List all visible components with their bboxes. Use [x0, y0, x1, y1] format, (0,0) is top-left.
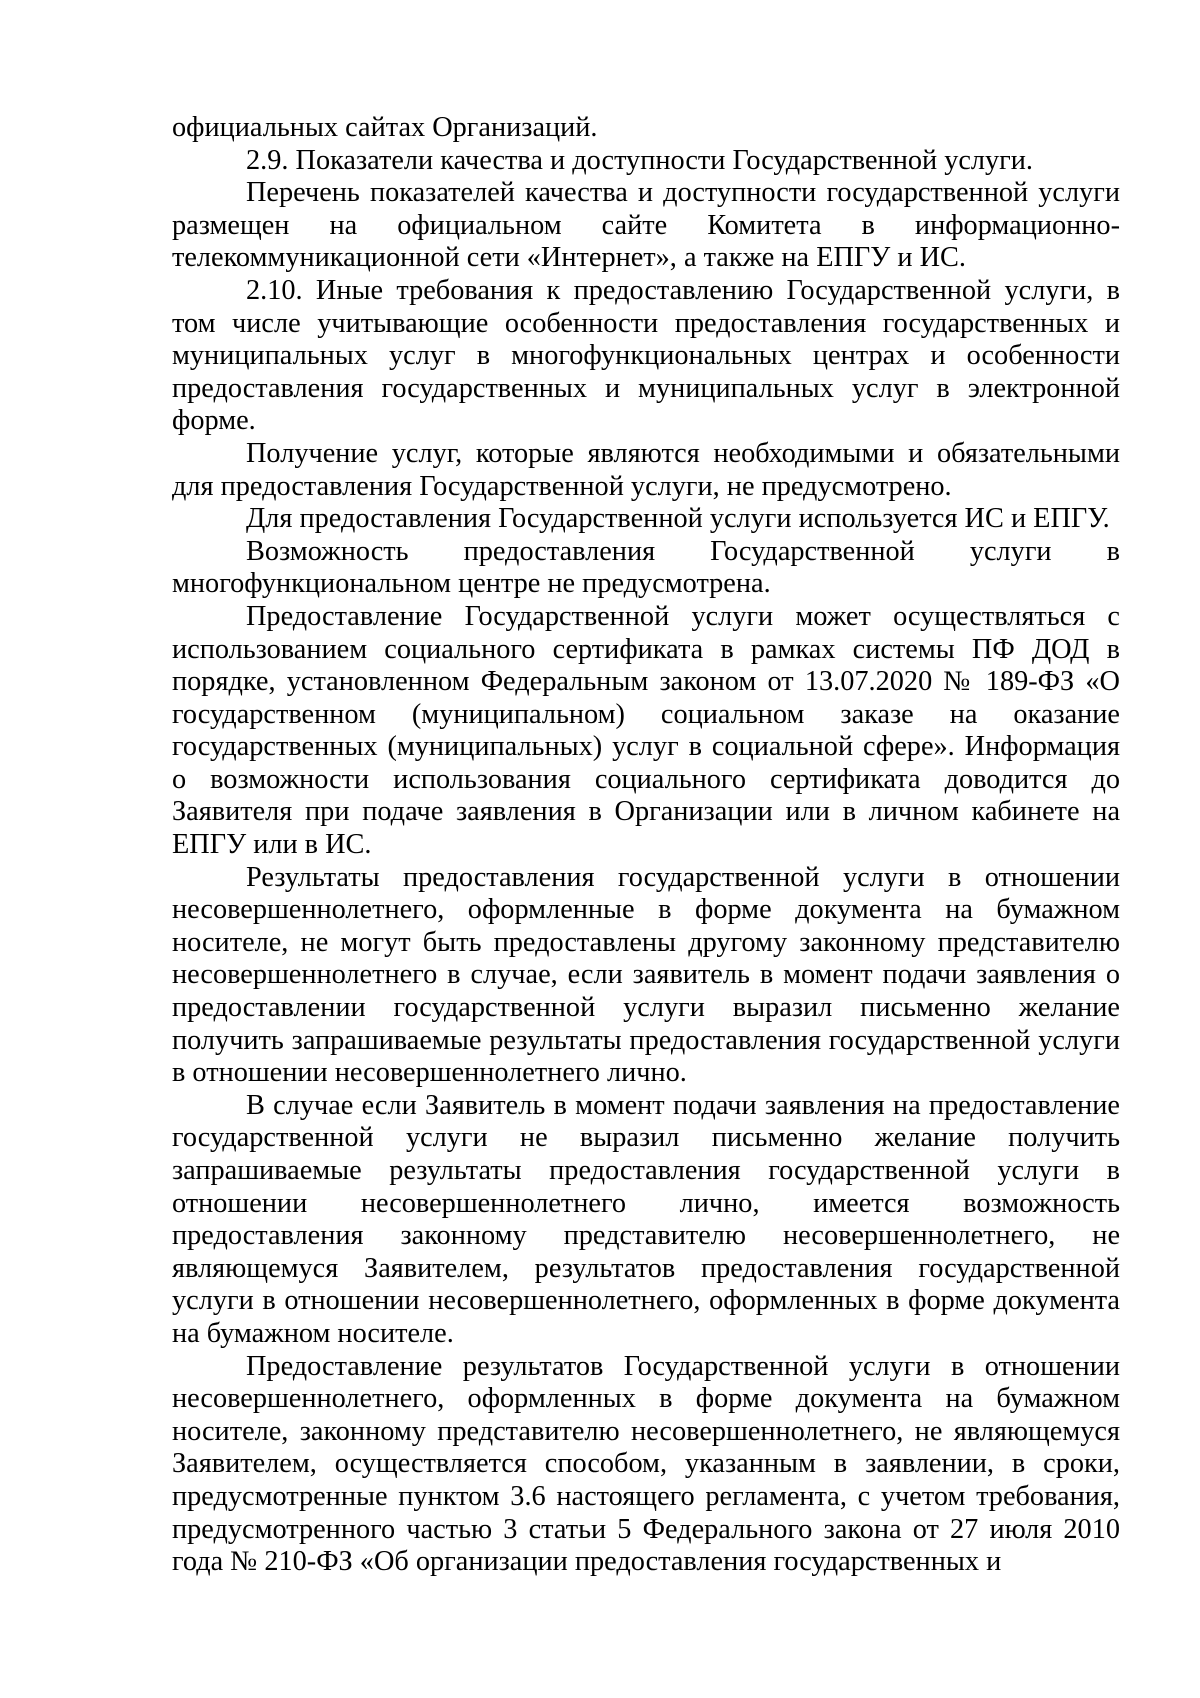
paragraph-results-other-representative: В случае если Заявитель в момент подачи заявления на предоставление государственной услуги не выразил письменно желание получить запрашиваемые результаты предоставления государственной услуги в отношении несовершеннолетнего лично, имеется возможность предоставления законному представителю несовершеннолетнего, не являющемуся Заявителем, результатов предоставления государственной услуги в отношении несовершеннолетнего, оформленных в форме документа на бумажном носителе. — [172, 1089, 1120, 1349]
section-heading-2-9: 2.9. Показатели качества и доступности Государственной услуги. — [246, 144, 1034, 176]
paragraph-continuation: официальных сайтах Организаций. — [172, 112, 598, 143]
document-page — [172, 112, 1120, 1579]
section-heading-2-10: 2.10. Иные требования к предоставлению Государственной услуги, в том числе учитывающие особенности предоставления государственных и муниципальных услуг в многофункциональных центрах и особенности предоставления государственных и муниципальных услуг в электронной форме. — [172, 274, 1120, 437]
paragraph-required-services: Получение услуг, которые являются необходимыми и обязательными для предоставления Государственной услуги, не предусмотрено. — [172, 437, 1120, 502]
paragraph-mfc-availability: Возможность предоставления Государственной услуги в многофункциональном центре не предусмотрена. — [172, 535, 1120, 600]
paragraph-quality-indicators: Перечень показателей качества и доступности государственной услуги размещен на официальном сайте Комитета в информационно-телекоммуникационной сети «Интернет», а также на ЕПГУ и ИС. — [172, 177, 1120, 274]
paragraph-results-delivery: Предоставление результатов Государственной услуги в отношении несовершеннолетнего, оформленных в форме документа на бумажном носителе, законному представителю несовершеннолетнего, не являющемуся Заявителем, осуществляется способом, указанным в заявлении, в сроки, предусмотренные пунктом 3.6 настоящего регламента, с учетом требования, предусмотренного частью 3 статьи 5 Федерального закона от 27 июля 2010 года № 210-ФЗ «Об организации предоставления государственных и — [172, 1350, 1120, 1578]
paragraph-results-restriction: Результаты предоставления государственной услуги в отношении несовершеннолетнего, оформленные в форме документа на бумажном носителе, не могут быть предоставлены другому законному представителю несовершеннолетнего в случае, если заявитель в момент подачи заявления о предоставлении государственной услуги выразил письменно желание получить запрашиваемые результаты предоставления государственной услуги в отношении несовершеннолетнего лично. — [172, 861, 1120, 1089]
paragraph-social-certificate: Предоставление Государственной услуги может осуществляться с использованием социального сертификата в рамках системы ПФ ДОД в порядке, установленном Федеральным законом от 13.07.2020 № 189-ФЗ «О государственном (муниципальном) социальном заказе на оказание государственных (муниципальных) услуг в социальной сфере». Информация о возможности использования социального сертификата доводится до Заявителя при подаче заявления в Организации или в личном кабинете на ЕПГУ или в ИС. — [172, 600, 1120, 861]
paragraph-systems-used: Для предоставления Государственной услуги используется ИС и ЕПГУ. — [246, 503, 1110, 535]
